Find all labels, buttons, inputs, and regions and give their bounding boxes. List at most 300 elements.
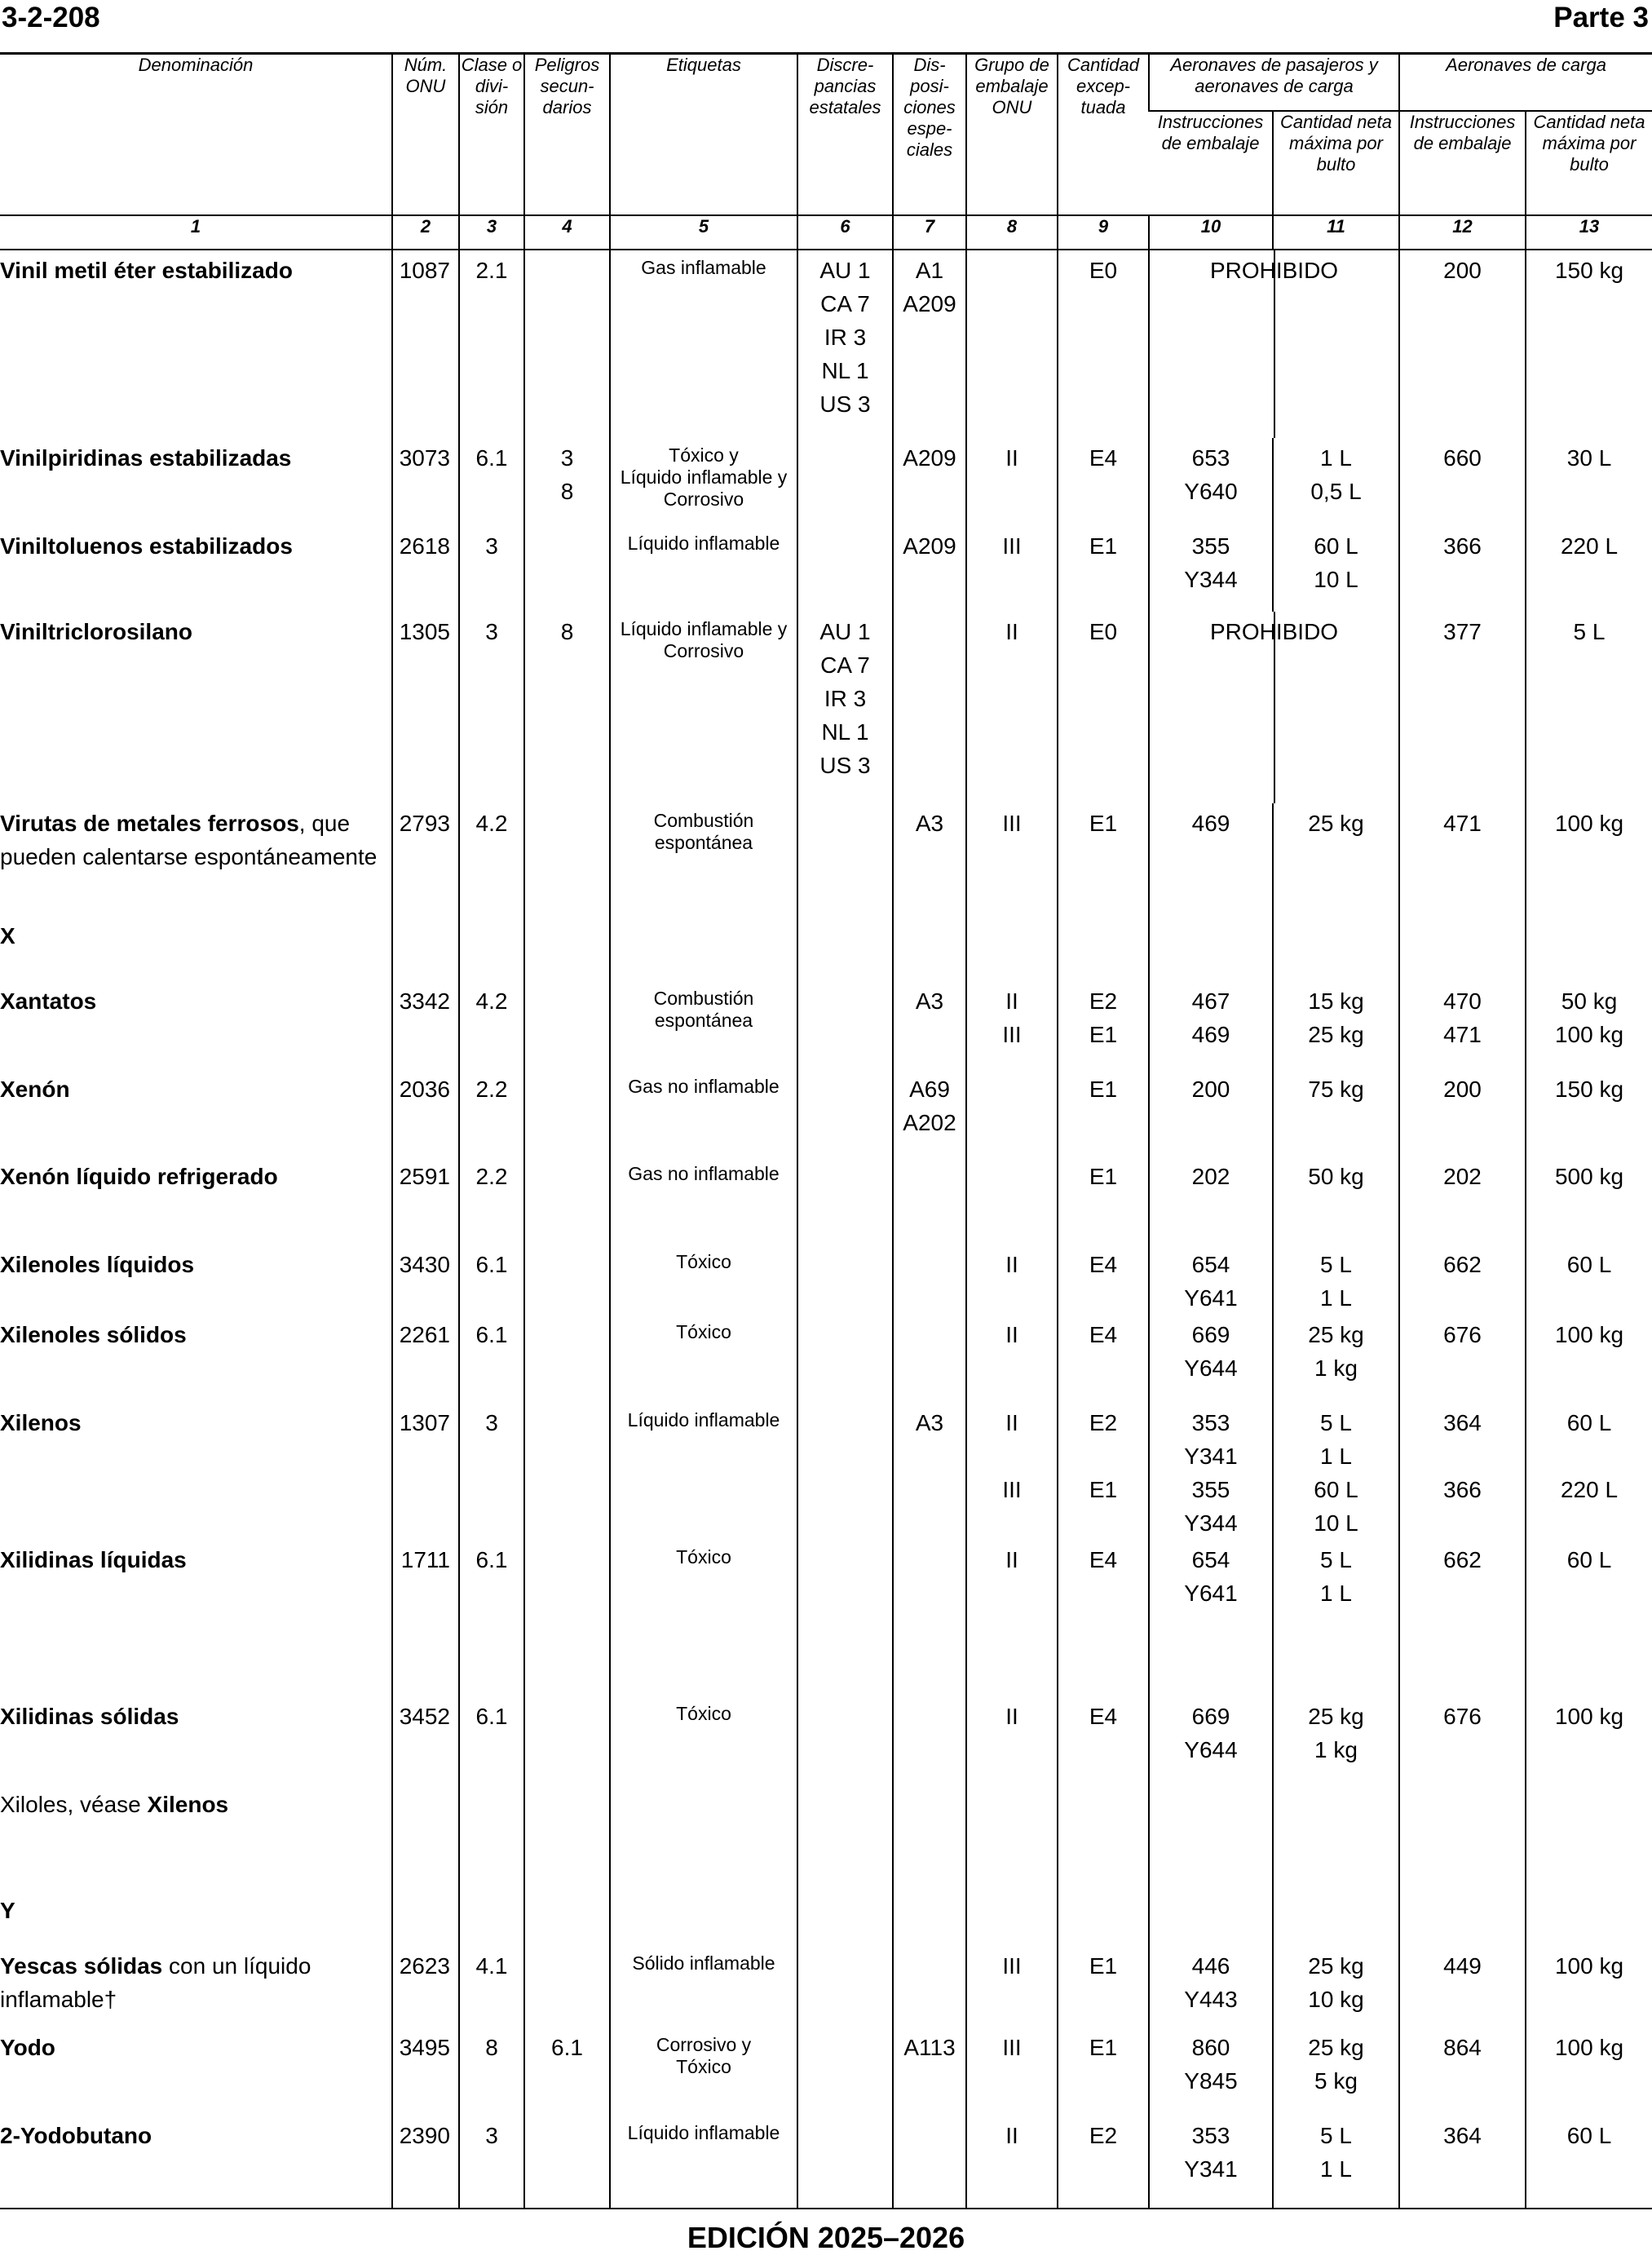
pax-max-net-quantity: 75 kg — [1273, 1069, 1399, 1156]
special-provisions — [893, 612, 966, 803]
cargo-packing-instruction: 366 — [1399, 526, 1526, 612]
special-provisions — [893, 1315, 966, 1403]
subsidiary-hazard — [524, 1696, 610, 1784]
column-number: 3 — [459, 215, 524, 250]
un-number: 1711 — [392, 1540, 459, 1696]
subsidiary-hazard — [524, 1784, 610, 1873]
cargo-max-net-quantity: 100 kg — [1526, 1946, 1652, 2027]
labels: Tóxico — [610, 1540, 797, 1696]
pax-packing-instruction: 446 Y443 — [1149, 1946, 1273, 2027]
excepted-quantity: E1 — [1058, 1069, 1149, 1156]
state-variations — [797, 1315, 893, 1403]
packing-group: II — [966, 1540, 1058, 1696]
prohibited-label: PROHIBIDO — [1209, 619, 1339, 644]
un-number: 2261 — [392, 1315, 459, 1403]
header-group-cargo: Aeronaves de carga — [1399, 55, 1652, 111]
subsidiary-hazard: 8 — [524, 612, 610, 803]
class-division: 4.1 — [459, 1946, 524, 2027]
state-variations — [797, 981, 893, 1069]
empty-cell — [524, 887, 610, 981]
page-number: 3-2-208 — [2, 2, 100, 33]
labels: Sólido inflamable — [610, 1946, 797, 2027]
pax-max-net-quantity: 5 L 1 L — [1273, 2116, 1399, 2204]
pax-packing-instruction: 353 Y341 355 Y344 — [1149, 1403, 1273, 1540]
name-bold: Xantatos — [0, 988, 97, 1014]
labels: Líquido inflamable — [610, 1403, 797, 1540]
table-row — [0, 438, 1652, 526]
cargo-packing-instruction: 449 — [1399, 1946, 1526, 2027]
table-row — [0, 1156, 1652, 1245]
header-clase: Clase o divi- sión — [459, 55, 524, 215]
special-provisions — [893, 2116, 966, 2204]
cargo-packing-instruction: 676 — [1399, 1696, 1526, 1784]
empty-cell — [893, 1873, 966, 1946]
labels: Líquido inflamable — [610, 526, 797, 612]
state-variations — [797, 1156, 893, 1245]
labels: Tóxico y Líquido inflamable y Corrosivo — [610, 438, 797, 526]
state-variations — [797, 1069, 893, 1156]
state-variations — [797, 1946, 893, 2027]
cargo-packing-instruction: 470 471 — [1399, 981, 1526, 1069]
name-bold: Xilenoles sólidos — [0, 1321, 187, 1347]
un-number: 1087 — [392, 250, 459, 438]
packing-group: III — [966, 526, 1058, 612]
state-variations — [797, 803, 893, 887]
empty-cell — [610, 1873, 797, 1946]
packing-group: II — [966, 438, 1058, 526]
state-variations: AU 1 CA 7 IR 3 NL 1 US 3 — [797, 612, 893, 803]
subsidiary-hazard — [524, 1946, 610, 2027]
packing-group: II III — [966, 1403, 1058, 1540]
class-division — [459, 1784, 524, 1873]
excepted-quantity: E1 — [1058, 2027, 1149, 2116]
empty-cell — [1399, 1873, 1526, 1946]
table-row — [0, 981, 1652, 1069]
cargo-packing-instruction: 660 — [1399, 438, 1526, 526]
section-letter: Y — [0, 1898, 15, 1924]
proper-shipping-name — [0, 1403, 392, 1540]
state-variations — [797, 1540, 893, 1696]
packing-group: III — [966, 803, 1058, 887]
pax-packing-instruction: 355 Y344 — [1149, 526, 1273, 612]
subsidiary-hazard — [524, 1156, 610, 1245]
packing-group: III — [966, 1946, 1058, 2027]
excepted-quantity: E2 E1 — [1058, 981, 1149, 1069]
subsidiary-hazard — [524, 250, 610, 438]
table-row — [0, 803, 1652, 887]
subsidiary-hazard — [524, 803, 610, 887]
packing-group — [966, 250, 1058, 438]
special-provisions: A69 A202 — [893, 1069, 966, 1156]
pax-packing-instruction: 467 469 — [1149, 981, 1273, 1069]
special-provisions — [893, 1156, 966, 1245]
subsidiary-hazard — [524, 526, 610, 612]
name-bold: Xilenoles líquidos — [0, 1251, 195, 1277]
excepted-quantity: E4 — [1058, 1540, 1149, 1696]
cargo-max-net-quantity: 500 kg — [1526, 1156, 1652, 1245]
header-peligros: Peligros secun- darios — [524, 55, 610, 215]
empty-cell — [1058, 887, 1149, 981]
pax-max-net-quantity: 15 kg 25 kg — [1273, 981, 1399, 1069]
empty-cell — [459, 887, 524, 981]
empty-cell — [392, 887, 459, 981]
proper-shipping-name — [0, 438, 392, 526]
cargo-max-net-quantity: 100 kg — [1526, 2027, 1652, 2116]
empty-cell — [966, 1873, 1058, 1946]
proper-shipping-name — [0, 1784, 392, 1873]
pax-packing-instruction: 654 Y641 — [1149, 1540, 1273, 1696]
class-division: 2.2 — [459, 1069, 524, 1156]
labels: Combustión espontánea — [610, 803, 797, 887]
packing-group: II — [966, 612, 1058, 803]
name-bold: Virutas de metales ferrosos — [0, 811, 299, 836]
subsidiary-hazard — [524, 981, 610, 1069]
special-provisions: A3 — [893, 981, 966, 1069]
labels: Gas inflamable — [610, 250, 797, 438]
table-row — [0, 2027, 1652, 2116]
column-number: 7 — [893, 215, 966, 250]
special-provisions: A3 — [893, 803, 966, 887]
special-provisions: A113 — [893, 2027, 966, 2116]
class-division: 6.1 — [459, 1245, 524, 1315]
name-bold: Yescas sólidas — [0, 1952, 163, 1979]
name-bold: 2-Yodobutano — [0, 2122, 152, 2148]
prohibited-cell — [1149, 612, 1399, 803]
header-denominacion: Denominación — [138, 55, 254, 75]
header-neta-pax: Cantidad neta máxima por bulto — [1273, 111, 1399, 215]
table-row — [0, 1696, 1652, 1784]
labels: Combustión espontánea — [610, 981, 797, 1069]
empty-cell — [1058, 1873, 1149, 1946]
un-number: 3430 — [392, 1245, 459, 1315]
cargo-max-net-quantity: 5 L — [1526, 612, 1652, 803]
table-row — [0, 1946, 1652, 2027]
class-division: 8 — [459, 2027, 524, 2116]
column-number: 1 — [0, 215, 392, 250]
special-provisions — [893, 1784, 966, 1873]
state-variations — [797, 1403, 893, 1540]
cargo-packing-instruction: 200 — [1399, 1069, 1526, 1156]
class-division: 4.2 — [459, 981, 524, 1069]
cargo-packing-instruction: 864 — [1399, 2027, 1526, 2116]
labels: Tóxico — [610, 1245, 797, 1315]
state-variations — [797, 1696, 893, 1784]
un-number: 2390 — [392, 2116, 459, 2204]
labels: Corrosivo y Tóxico — [610, 2027, 797, 2116]
footer-rule — [0, 2208, 1652, 2209]
header-etiquetas: Etiquetas — [610, 55, 797, 215]
name-bold: Xilidinas sólidas — [0, 1703, 179, 1729]
packing-group: II — [966, 2116, 1058, 2204]
cargo-packing-instruction — [1399, 1784, 1526, 1873]
name-bold: Xilenos — [0, 1409, 82, 1435]
cargo-max-net-quantity: 220 L — [1526, 526, 1652, 612]
un-number: 2618 — [392, 526, 459, 612]
special-provisions: A3 — [893, 1403, 966, 1540]
pax-max-net-quantity: 25 kg — [1273, 803, 1399, 887]
cargo-max-net-quantity: 100 kg — [1526, 1315, 1652, 1403]
letter-row — [0, 1873, 1652, 1946]
pax-max-net-quantity: 25 kg 1 kg — [1273, 1315, 1399, 1403]
subsidiary-hazard: 6.1 — [524, 2027, 610, 2116]
un-number: 3495 — [392, 2027, 459, 2116]
pax-max-net-quantity: 5 L 1 L — [1273, 1245, 1399, 1315]
cargo-packing-instruction: 676 — [1399, 1315, 1526, 1403]
column-number: 11 — [1273, 215, 1399, 250]
un-number — [392, 1784, 459, 1873]
un-number: 3342 — [392, 981, 459, 1069]
labels — [610, 1784, 797, 1873]
pax-packing-instruction: 469 — [1149, 803, 1273, 887]
un-number: 1305 — [392, 612, 459, 803]
excepted-quantity: E4 — [1058, 438, 1149, 526]
name-bold: Vinilpiridinas estabilizadas — [0, 445, 292, 471]
packing-group: III — [966, 2027, 1058, 2116]
pax-max-net-quantity: 5 L 1 L 60 L 10 L — [1273, 1403, 1399, 1540]
table-row — [0, 2116, 1652, 2204]
un-number: 2591 — [392, 1156, 459, 1245]
pax-packing-instruction: 860 Y845 — [1149, 2027, 1273, 2116]
un-number: 1307 — [392, 1403, 459, 1540]
header-discrepancias: Discre- pancias estatales — [797, 55, 893, 215]
proper-shipping-name — [0, 1069, 392, 1156]
pax-max-net-quantity: 25 kg 5 kg — [1273, 2027, 1399, 2116]
cargo-packing-instruction: 377 — [1399, 612, 1526, 803]
class-division: 6.1 — [459, 438, 524, 526]
un-number: 2623 — [392, 1946, 459, 2027]
special-provisions — [893, 1696, 966, 1784]
cargo-max-net-quantity: 30 L — [1526, 438, 1652, 526]
name-prefix: Xiloles, véase — [0, 1791, 148, 1817]
proper-shipping-name — [0, 1540, 392, 1696]
state-variations — [797, 2027, 893, 2116]
column-number: 13 — [1526, 215, 1652, 250]
excepted-quantity: E0 — [1058, 250, 1149, 438]
labels: Líquido inflamable y Corrosivo — [610, 612, 797, 803]
excepted-quantity: E1 — [1058, 1156, 1149, 1245]
pax-packing-instruction: 653 Y640 — [1149, 438, 1273, 526]
state-variations — [797, 526, 893, 612]
empty-cell — [1399, 887, 1526, 981]
empty-cell — [1273, 887, 1399, 981]
cargo-packing-instruction: 364 366 — [1399, 1403, 1526, 1540]
empty-cell — [459, 1873, 524, 1946]
proper-shipping-name — [0, 1156, 392, 1245]
subsidiary-hazard — [524, 1403, 610, 1540]
column-number: 4 — [524, 215, 610, 250]
pax-packing-instruction: 353 Y341 — [1149, 2116, 1273, 2204]
excepted-quantity: E4 — [1058, 1696, 1149, 1784]
cargo-packing-instruction: 202 — [1399, 1156, 1526, 1245]
pax-packing-instruction: 202 — [1149, 1156, 1273, 1245]
cargo-max-net-quantity: 60 L 220 L — [1526, 1403, 1652, 1540]
pax-max-net-quantity: 1 L 0,5 L — [1273, 438, 1399, 526]
packing-group — [966, 1156, 1058, 1245]
excepted-quantity: E0 — [1058, 612, 1149, 803]
column-number: 5 — [610, 215, 797, 250]
cargo-max-net-quantity: 50 kg 100 kg — [1526, 981, 1652, 1069]
name-bold: Vinil metil éter estabilizado — [0, 258, 293, 283]
table-row — [0, 1403, 1652, 1540]
empty-cell — [1526, 887, 1652, 981]
class-division: 6.1 — [459, 1696, 524, 1784]
column-number: 2 — [392, 215, 459, 250]
excepted-quantity: E4 — [1058, 1315, 1149, 1403]
state-variations — [797, 1784, 893, 1873]
header-neta-cargo: Cantidad neta máxima por bulto — [1526, 111, 1652, 215]
column-number: 12 — [1399, 215, 1526, 250]
packing-group: II — [966, 1315, 1058, 1403]
dangerous-goods-table — [0, 55, 1652, 2208]
excepted-quantity: E2 E1 — [1058, 1403, 1149, 1540]
letter-row — [0, 887, 1652, 981]
empty-cell — [392, 1873, 459, 1946]
excepted-quantity: E2 — [1058, 2116, 1149, 2204]
pax-max-net-quantity: 60 L 10 L — [1273, 526, 1399, 612]
un-number: 3452 — [392, 1696, 459, 1784]
empty-cell — [797, 1873, 893, 1946]
class-division: 3 — [459, 2116, 524, 2204]
name-qualifier: con un líquido inflamable† — [0, 1952, 311, 2012]
pax-max-net-quantity: 25 kg 1 kg — [1273, 1696, 1399, 1784]
header-num-onu: Núm. ONU — [392, 55, 459, 215]
proper-shipping-name — [0, 2116, 392, 2204]
proper-shipping-name — [0, 803, 392, 887]
special-provisions — [893, 1946, 966, 2027]
state-variations: AU 1 CA 7 IR 3 NL 1 US 3 — [797, 250, 893, 438]
name-bold: Xenón líquido refrigerado — [0, 1163, 278, 1189]
header-group-pax-cargo: Aeronaves de pasajeros y aeronaves de carga — [1149, 55, 1399, 111]
special-provisions — [893, 1245, 966, 1315]
packing-group — [966, 1069, 1058, 1156]
header-cantidad-exceptuada: Cantidad excep- tuada — [1058, 55, 1149, 215]
packing-group — [966, 1784, 1058, 1873]
pax-max-net-quantity: 25 kg 10 kg — [1273, 1946, 1399, 2027]
excepted-quantity: E1 — [1058, 1946, 1149, 2027]
labels: Gas no inflamable — [610, 1156, 797, 1245]
header-disposiciones: Dis- posi- ciones espe- ciales — [893, 55, 966, 215]
prohibited-cell — [1149, 250, 1399, 438]
excepted-quantity: E1 — [1058, 803, 1149, 887]
pax-packing-instruction: 200 — [1149, 1069, 1273, 1156]
labels: Tóxico — [610, 1696, 797, 1784]
labels: Líquido inflamable — [610, 2116, 797, 2204]
subsidiary-hazard — [524, 1069, 610, 1156]
packing-group: II III — [966, 981, 1058, 1069]
proper-shipping-name — [0, 1696, 392, 1784]
proper-shipping-name — [0, 612, 392, 803]
excepted-quantity: E1 — [1058, 526, 1149, 612]
section-letter: X — [0, 923, 15, 948]
class-division: 4.2 — [459, 803, 524, 887]
cargo-max-net-quantity: 100 kg — [1526, 803, 1652, 887]
class-division: 2.1 — [459, 250, 524, 438]
name-bold: Viniltoluenos estabilizados — [0, 533, 293, 559]
table-row — [0, 526, 1652, 612]
proper-shipping-name — [0, 2027, 392, 2116]
table-row — [0, 1069, 1652, 1156]
class-division: 3 — [459, 1403, 524, 1540]
column-number: 9 — [1058, 215, 1149, 250]
labels: Tóxico — [610, 1315, 797, 1403]
empty-cell — [1149, 887, 1273, 981]
state-variations — [797, 438, 893, 526]
state-variations — [797, 2116, 893, 2204]
name-bold: Viniltriclorosilano — [0, 619, 192, 644]
proper-shipping-name — [0, 1245, 392, 1315]
subsidiary-hazard — [524, 1245, 610, 1315]
part-label: Parte 3 — [1553, 2, 1649, 33]
cargo-max-net-quantity: 150 kg — [1526, 250, 1652, 438]
un-number: 3073 — [392, 438, 459, 526]
excepted-quantity — [1058, 1784, 1149, 1873]
empty-cell — [797, 887, 893, 981]
subsidiary-hazard — [524, 1540, 610, 1696]
cargo-packing-instruction: 200 — [1399, 250, 1526, 438]
class-division: 6.1 — [459, 1540, 524, 1696]
proper-shipping-name — [0, 526, 392, 612]
empty-cell — [1526, 1873, 1652, 1946]
table-row — [0, 1315, 1652, 1403]
cargo-packing-instruction: 364 — [1399, 2116, 1526, 2204]
pax-max-net-quantity: 50 kg — [1273, 1156, 1399, 1245]
pax-max-net-quantity: 5 L 1 L — [1273, 1540, 1399, 1696]
cargo-max-net-quantity: 60 L — [1526, 1540, 1652, 1696]
class-division: 2.2 — [459, 1156, 524, 1245]
cargo-packing-instruction: 662 — [1399, 1245, 1526, 1315]
column-number: 6 — [797, 215, 893, 250]
table-row — [0, 250, 1652, 438]
cargo-max-net-quantity: 100 kg — [1526, 1696, 1652, 1784]
special-provisions: A209 — [893, 526, 966, 612]
name-qualifier: , que pueden calentarse espontáneamente — [0, 811, 378, 869]
labels: Gas no inflamable — [610, 1069, 797, 1156]
cargo-max-net-quantity: 60 L — [1526, 2116, 1652, 2204]
excepted-quantity: E4 — [1058, 1245, 1149, 1315]
empty-cell — [524, 1873, 610, 1946]
table-row — [0, 1784, 1652, 1873]
cargo-max-net-quantity — [1526, 1784, 1652, 1873]
name-bold: Xilenos — [147, 1791, 229, 1817]
packing-group: II — [966, 1696, 1058, 1784]
table-row — [0, 1245, 1652, 1315]
packing-group: II — [966, 1245, 1058, 1315]
un-number: 2793 — [392, 803, 459, 887]
empty-cell — [966, 887, 1058, 981]
column-number-row — [0, 215, 1652, 250]
special-provisions: A209 — [893, 438, 966, 526]
state-variations — [797, 1245, 893, 1315]
proper-shipping-name — [0, 1315, 392, 1403]
subsidiary-hazard — [524, 2116, 610, 2204]
subsidiary-hazard: 3 8 — [524, 438, 610, 526]
header-instr-cargo: Instrucciones de embalaje — [1399, 111, 1526, 215]
class-division: 3 — [459, 612, 524, 803]
cargo-packing-instruction: 662 — [1399, 1540, 1526, 1696]
pax-packing-instruction: 669 Y644 — [1149, 1696, 1273, 1784]
empty-cell — [610, 887, 797, 981]
table-row — [0, 1540, 1652, 1696]
name-bold: Xilidinas líquidas — [0, 1546, 187, 1572]
cargo-packing-instruction: 471 — [1399, 803, 1526, 887]
name-bold: Yodo — [0, 2034, 55, 2060]
name-bold: Xenón — [0, 1076, 70, 1102]
empty-cell — [893, 887, 966, 981]
proper-shipping-name — [0, 250, 392, 438]
empty-cell — [1273, 1873, 1399, 1946]
pax-packing-instruction: 669 Y644 — [1149, 1315, 1273, 1403]
class-division: 6.1 — [459, 1315, 524, 1403]
